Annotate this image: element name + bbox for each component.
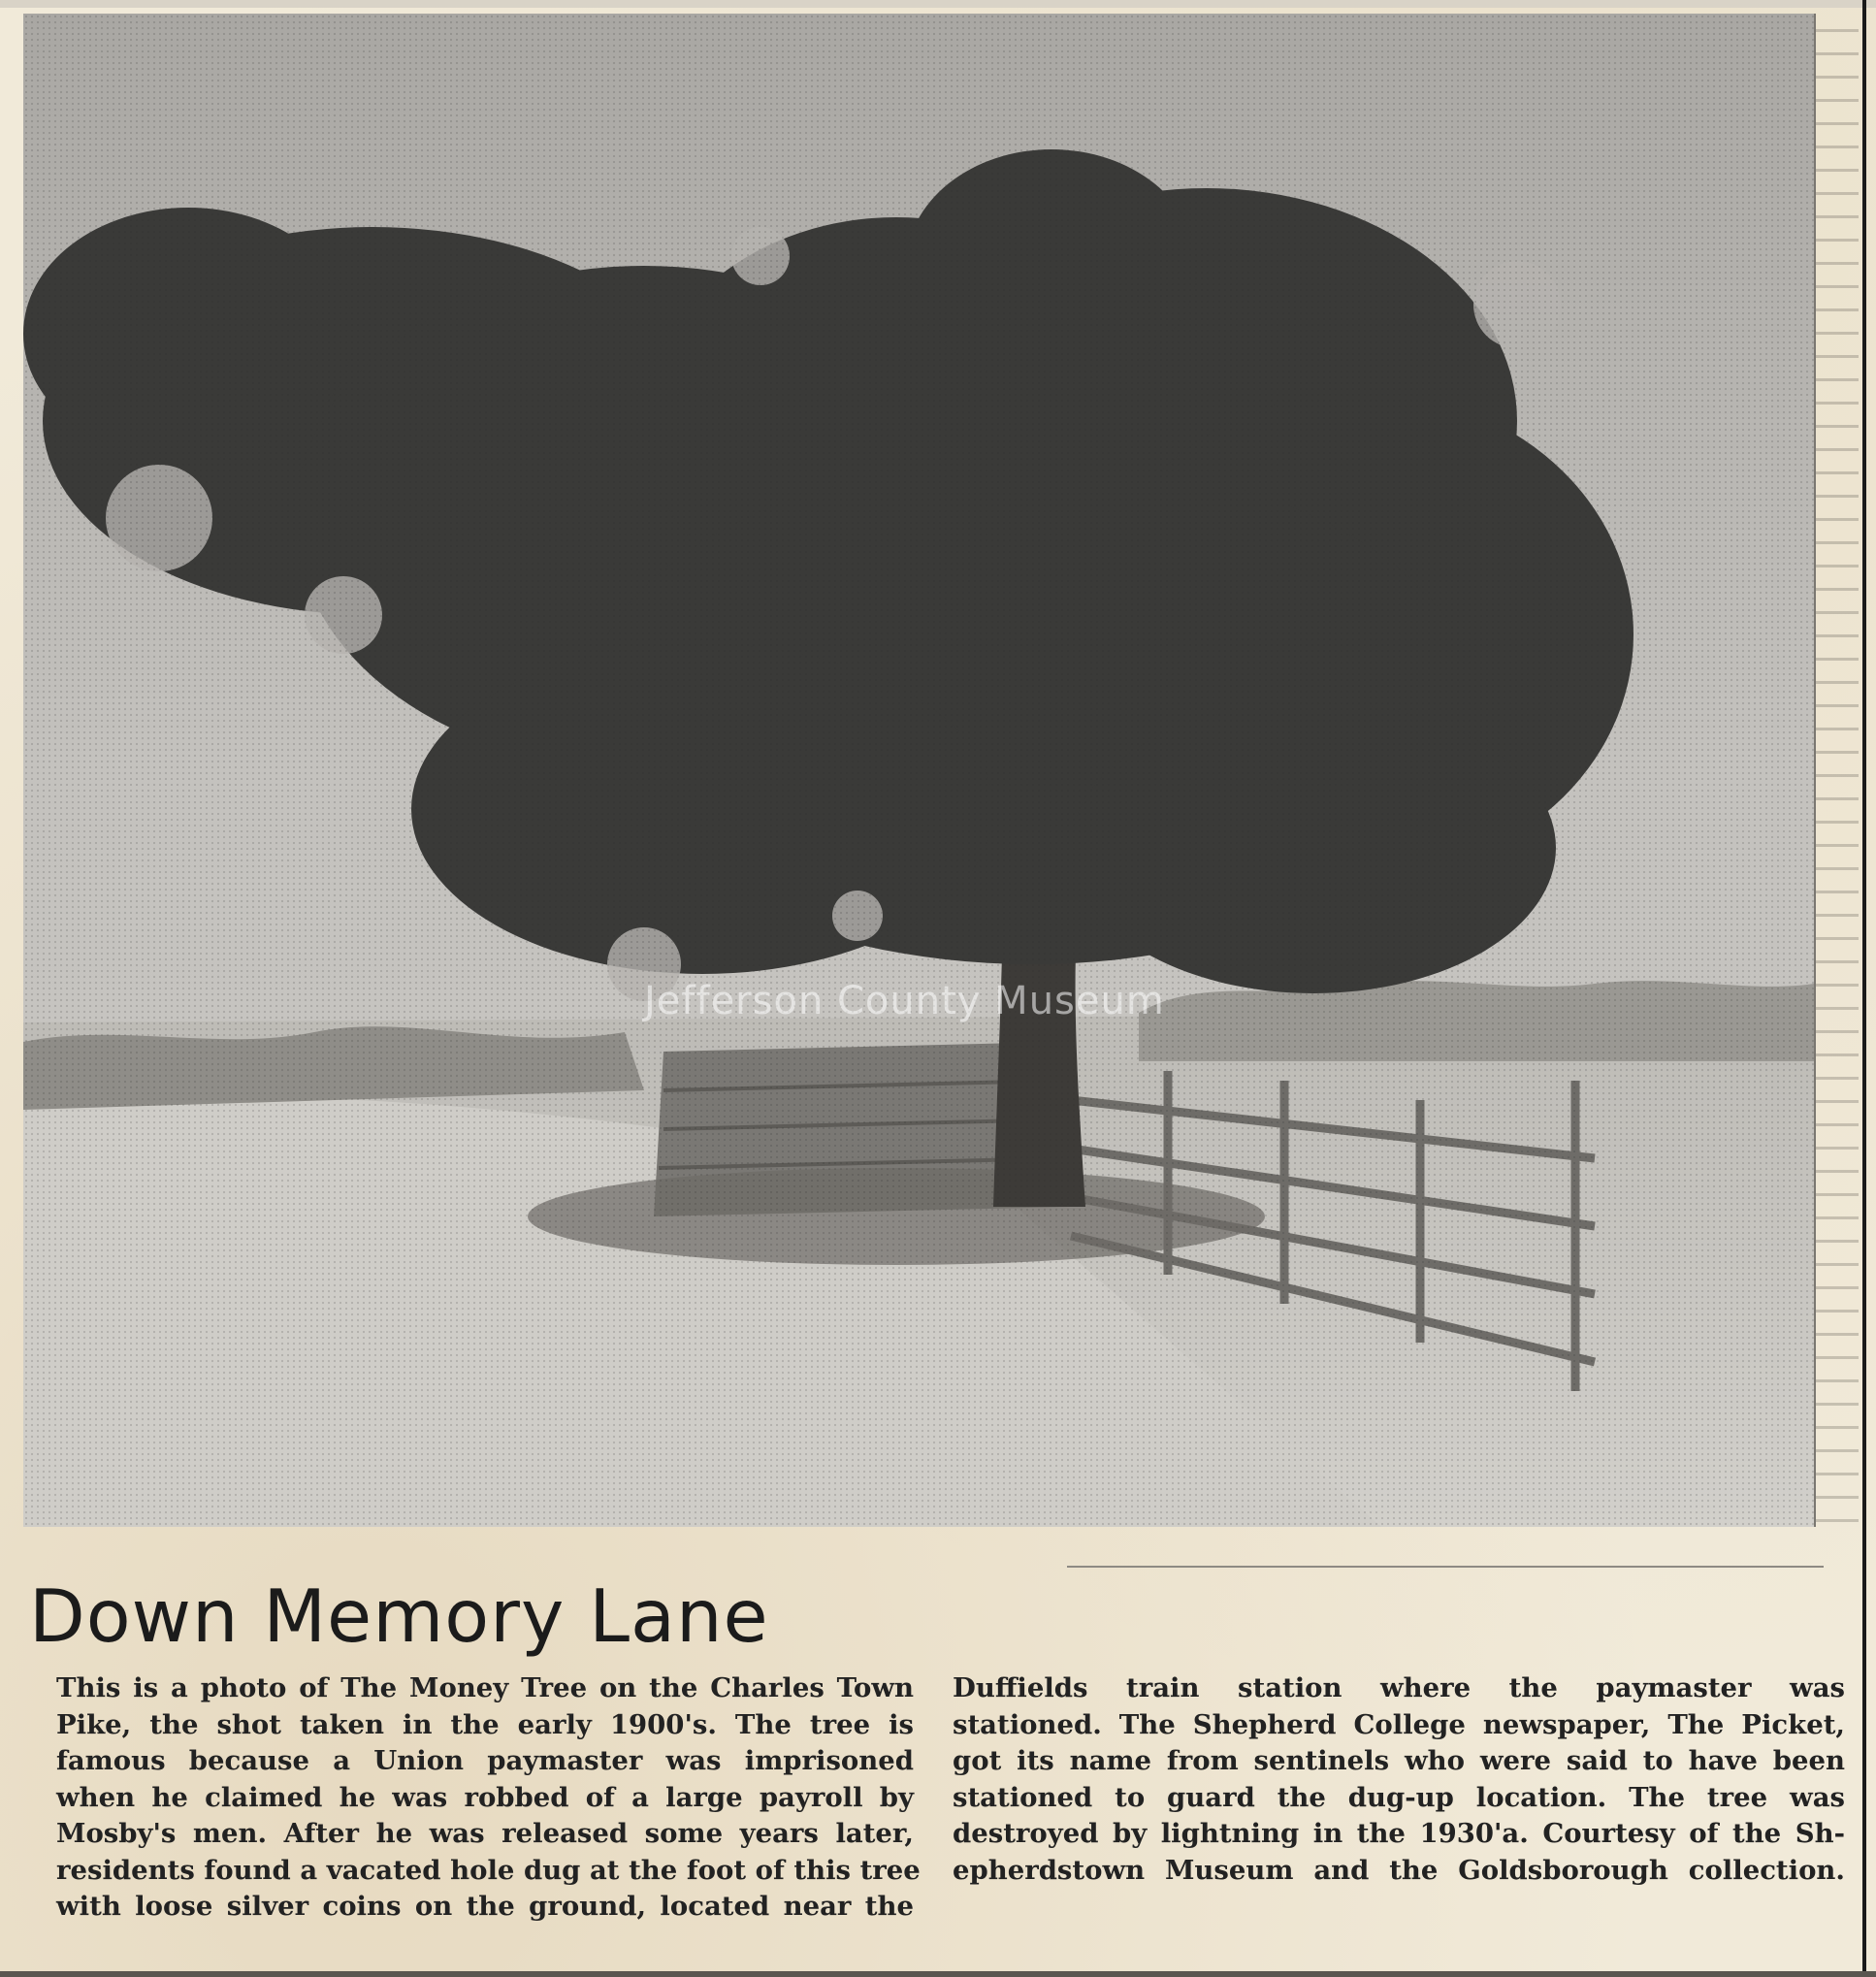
section-rule <box>1067 1566 1824 1568</box>
left-line-3: famous because a Union paymaster was imprisoned <box>56 1745 914 1776</box>
tree-photo-illustration <box>23 14 1814 1527</box>
right-line-6: epherdstown Museum and the Goldsborough collection. <box>953 1854 1845 1886</box>
right-line-5: destroyed by lightning in the 1930'a. Courtesy of the Sh- <box>953 1818 1845 1849</box>
adjacent-column-bleed <box>1816 29 1859 1523</box>
left-line-1: This is a photo of The Money Tree on the Charles Town <box>56 1672 914 1703</box>
left-line-2: Pike, the shot taken in the early 1900's. The tree is <box>56 1708 914 1740</box>
right-line-1: Duffields train station where the paymaster was <box>953 1672 1845 1703</box>
left-line-4: when he claimed he was robbed of a large payroll by <box>56 1781 914 1813</box>
museum-watermark: Jefferson County Museum <box>644 979 1165 1023</box>
top-edge <box>0 0 1876 8</box>
right-line-2: stationed. The Shepherd College newspaper, The Picket, <box>953 1708 1845 1740</box>
article-right-column <box>953 1670 1845 1889</box>
article-left-column <box>21 1670 921 1926</box>
left-line-5: Mosby's men. After he was released some years later, <box>56 1818 914 1849</box>
right-line-3: got its name from sentinels who were said to have been <box>953 1745 1845 1776</box>
left-line-6: residents found a vacated hole dug at the foot of this tree <box>56 1854 921 1886</box>
clipping-right-edge <box>1862 0 1866 1977</box>
right-line-4: stationed to guard the dug-up location. The tree was <box>953 1781 1845 1813</box>
headline: Down Memory Lane <box>29 1573 769 1659</box>
clipping-bottom-edge <box>0 1971 1876 1977</box>
money-tree-photo <box>23 14 1816 1527</box>
left-line-7: with loose silver coins on the ground, located near the <box>56 1891 914 1922</box>
